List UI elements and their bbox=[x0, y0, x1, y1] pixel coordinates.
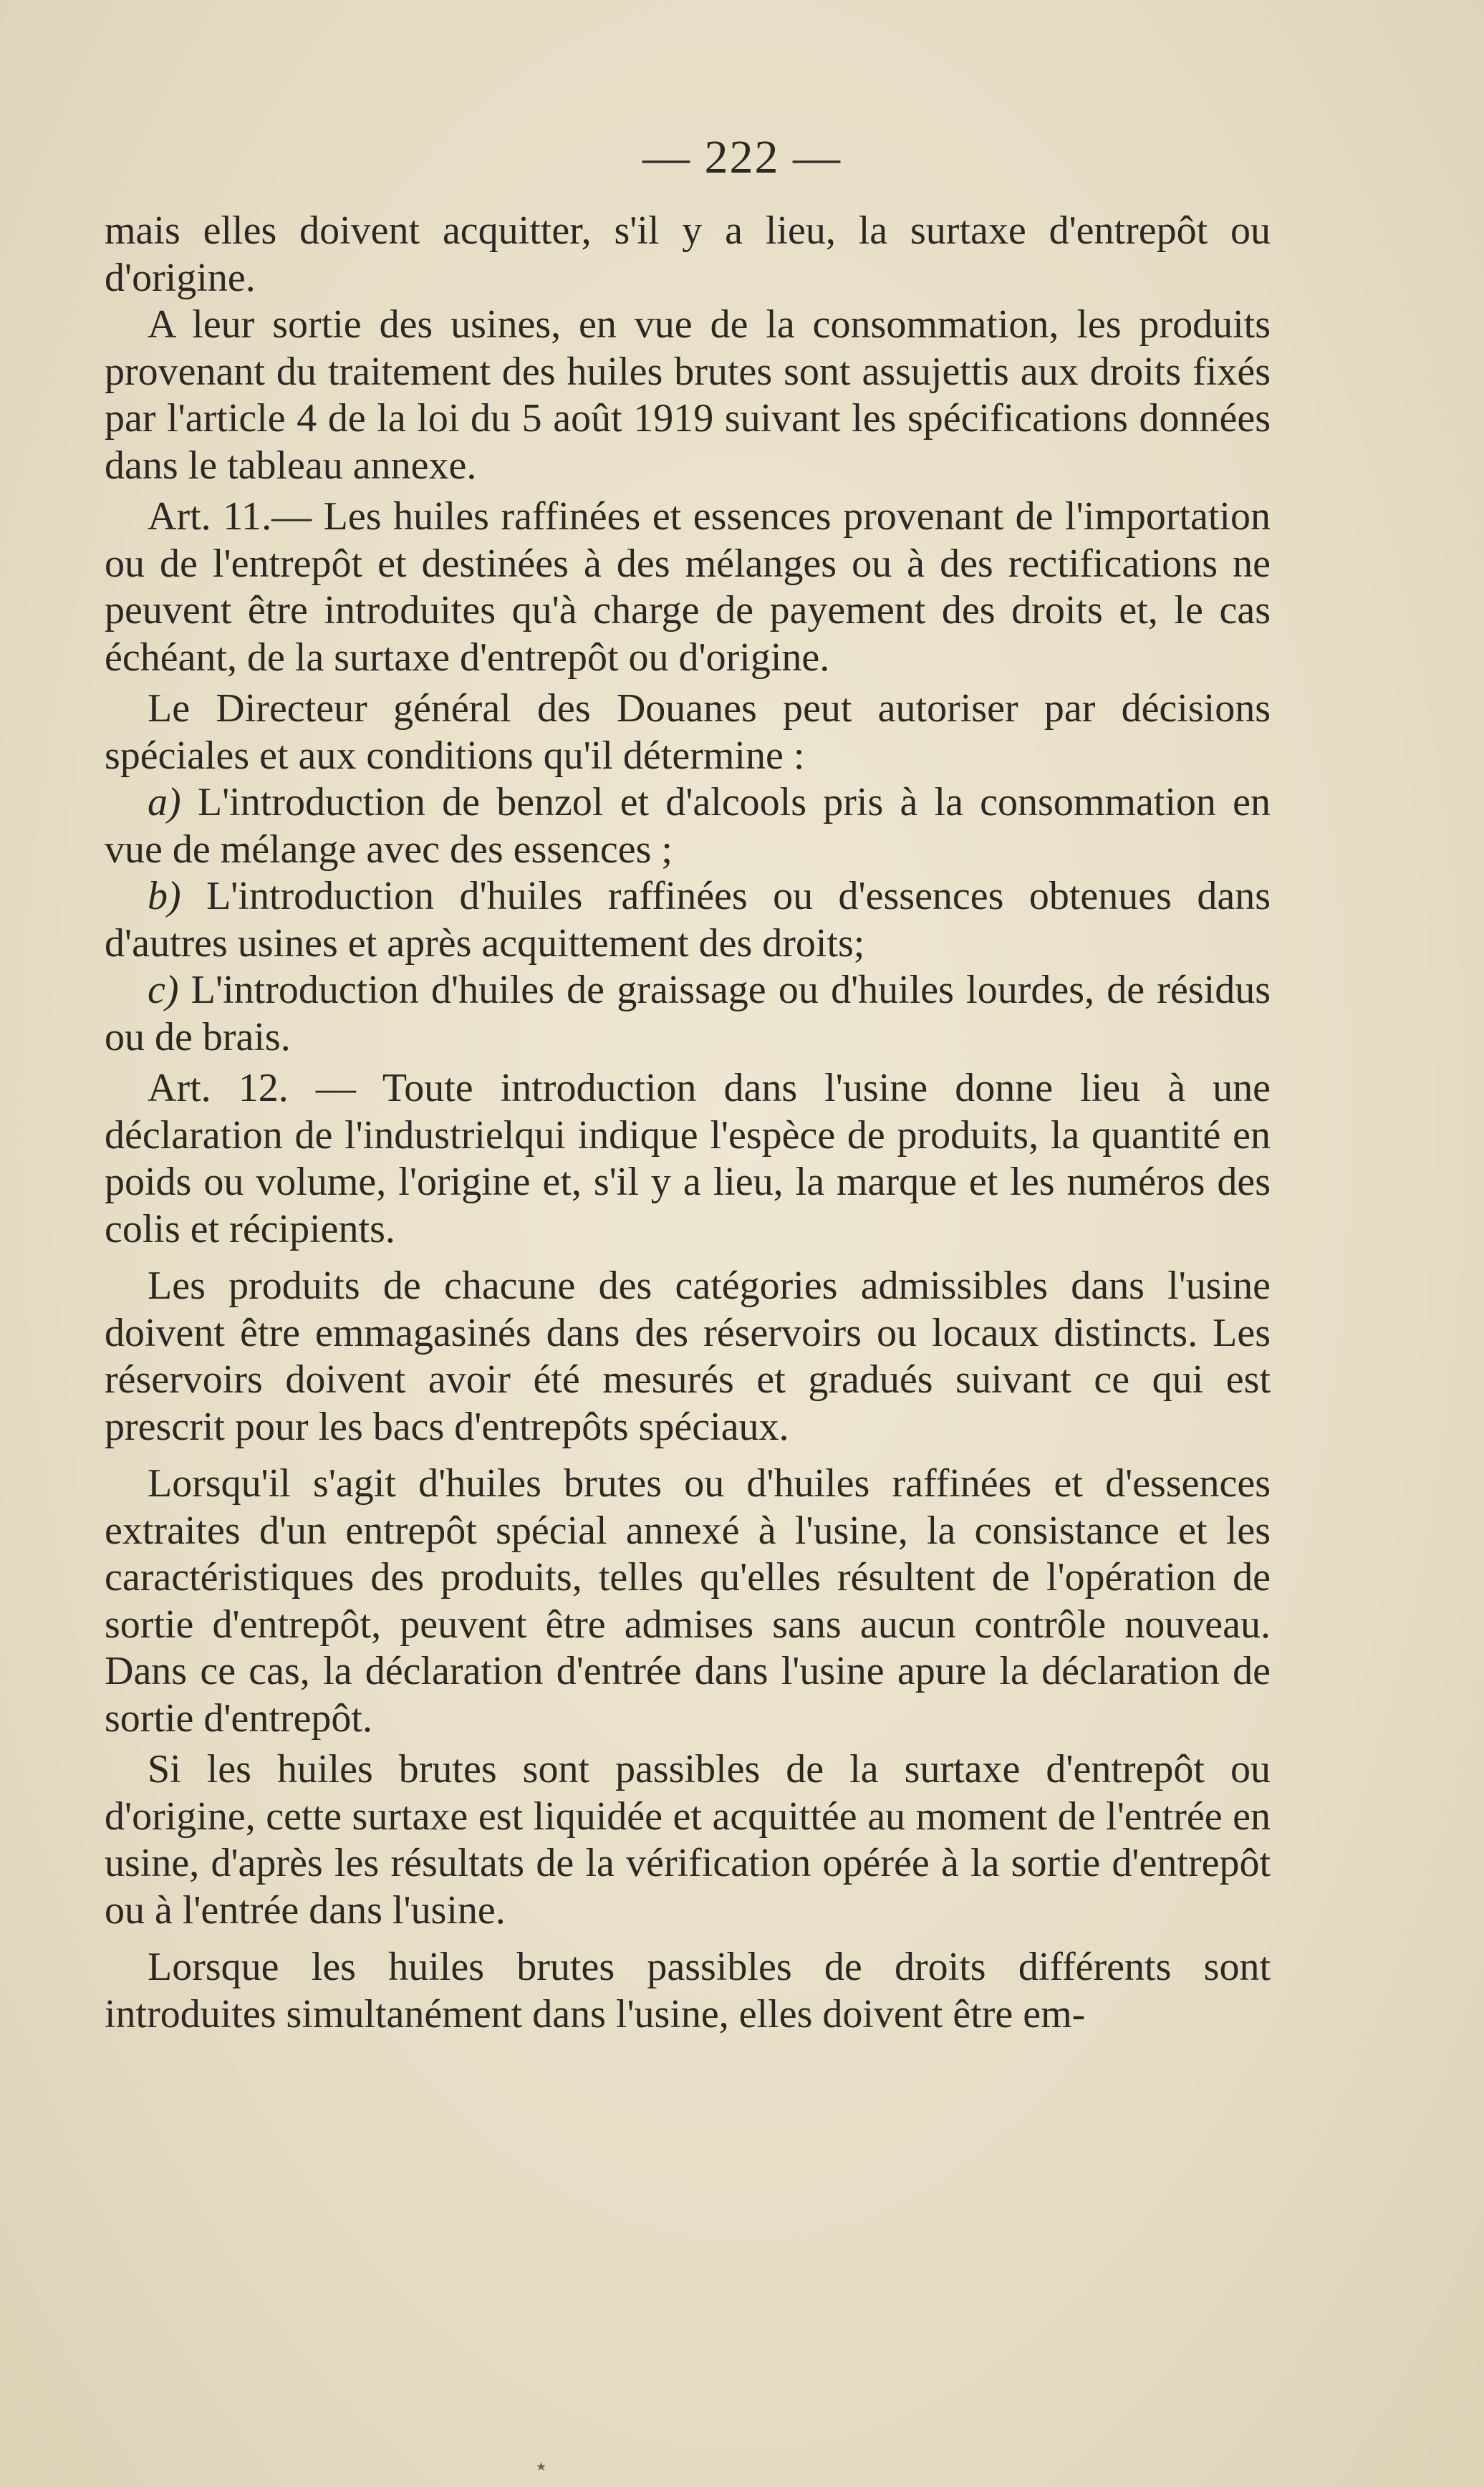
paper-speck: ٭ bbox=[536, 2455, 547, 2478]
list-item-a bbox=[105, 779, 1271, 873]
paragraph-entrepot-special: Lorsqu'il s'agit d'huiles brutes ou d'huiles raffinées et d'essences extraites d'un entrepôt spécial annexé à l'usine, la consistance et les caractéristiques des produits, telles qu'elles résultent de l'opération de sortie d'entrepôt, peuvent être admises sans aucun contrôle nouveau. Dans ce cas, la déclaration d'entrée dans l'usine apure la déclaration de sortie d'entrepôt. bbox=[105, 1461, 1271, 1741]
paragraph-categories-admissibles: Les produits de chacune des catégories admissibles dans l'usine doivent être emmagasinés dans des réservoirs ou locaux distincts. Les réservoirs doivent avoir été mesurés et gradués suivant ce qui est prescrit pour les bacs d'entrepôts spéciaux. bbox=[105, 1264, 1271, 1449]
list-item-text: L'introduction d'huiles raffinées ou d'essences obtenues dans d'autres usines et après acquittement des droits; bbox=[105, 874, 1271, 966]
paragraph-directeur-general: Le Directeur général des Douanes peut autoriser par décisions spéciales et aux conditions qu'il détermine : bbox=[105, 686, 1271, 778]
paragraph-article-11: Art. 11.— Les huiles raffinées et essences provenant de l'importation ou de l'entrepôt et destinées à des mélanges ou à des rectifications ne peuvent être introduites qu'à charge de payement des droits et, le cas échéant, de la surtaxe d'entrepôt ou d'origine. bbox=[105, 494, 1271, 680]
list-item-b bbox=[105, 873, 1271, 967]
page-number: — 222 — bbox=[642, 131, 842, 183]
list-item-text: L'introduction de benzol et d'alcools pris à la consommation en vue de mélange avec des essences ; bbox=[105, 780, 1271, 872]
paragraph-continuation: mais elles doivent acquitter, s'il y a lieu, la surtaxe d'entrepôt ou d'origine. bbox=[105, 208, 1271, 300]
list-item-c bbox=[105, 967, 1271, 1061]
paragraph-droits-differents: Lorsque les huiles brutes passibles de droits différents sont introduites simultanément dans l'usine, elles doivent être em- bbox=[105, 1945, 1271, 2036]
paragraph-sortie-usines: A leur sortie des usines, en vue de la consommation, les produits provenant du traitement des huiles brutes sont assujettis aux droits fixés par l'article 4 de la loi du 5 août 1919 suivant les spécifications données dans le tableau annexe. bbox=[105, 302, 1271, 488]
list-item-letter: c) bbox=[148, 968, 179, 1012]
list-item-letter: b) bbox=[148, 874, 181, 918]
list-item-text: L'introduction d'huiles de graissage ou d'huiles lourdes, de résidus ou de brais. bbox=[105, 968, 1271, 1059]
paragraph-surtaxe: Si les huiles brutes sont passibles de la surtaxe d'entrepôt ou d'origine, cette surtaxe est liquidée et acquittée au moment de l'entrée en usine, d'après les résultats de la vérification opérée à la sortie d'entrepôt ou à l'entrée dans l'usine. bbox=[105, 1747, 1271, 1933]
paragraph-article-12: Art. 12. — Toute introduction dans l'usine donne lieu à une déclaration de l'industrielqui indique l'espèce de produits, la quantité en poids ou volume, l'origine et, s'il y a lieu, la marque et les numéros des colis et récipients. bbox=[105, 1066, 1271, 1251]
body-text bbox=[105, 208, 1271, 2038]
list-item-letter: a) bbox=[148, 780, 181, 824]
